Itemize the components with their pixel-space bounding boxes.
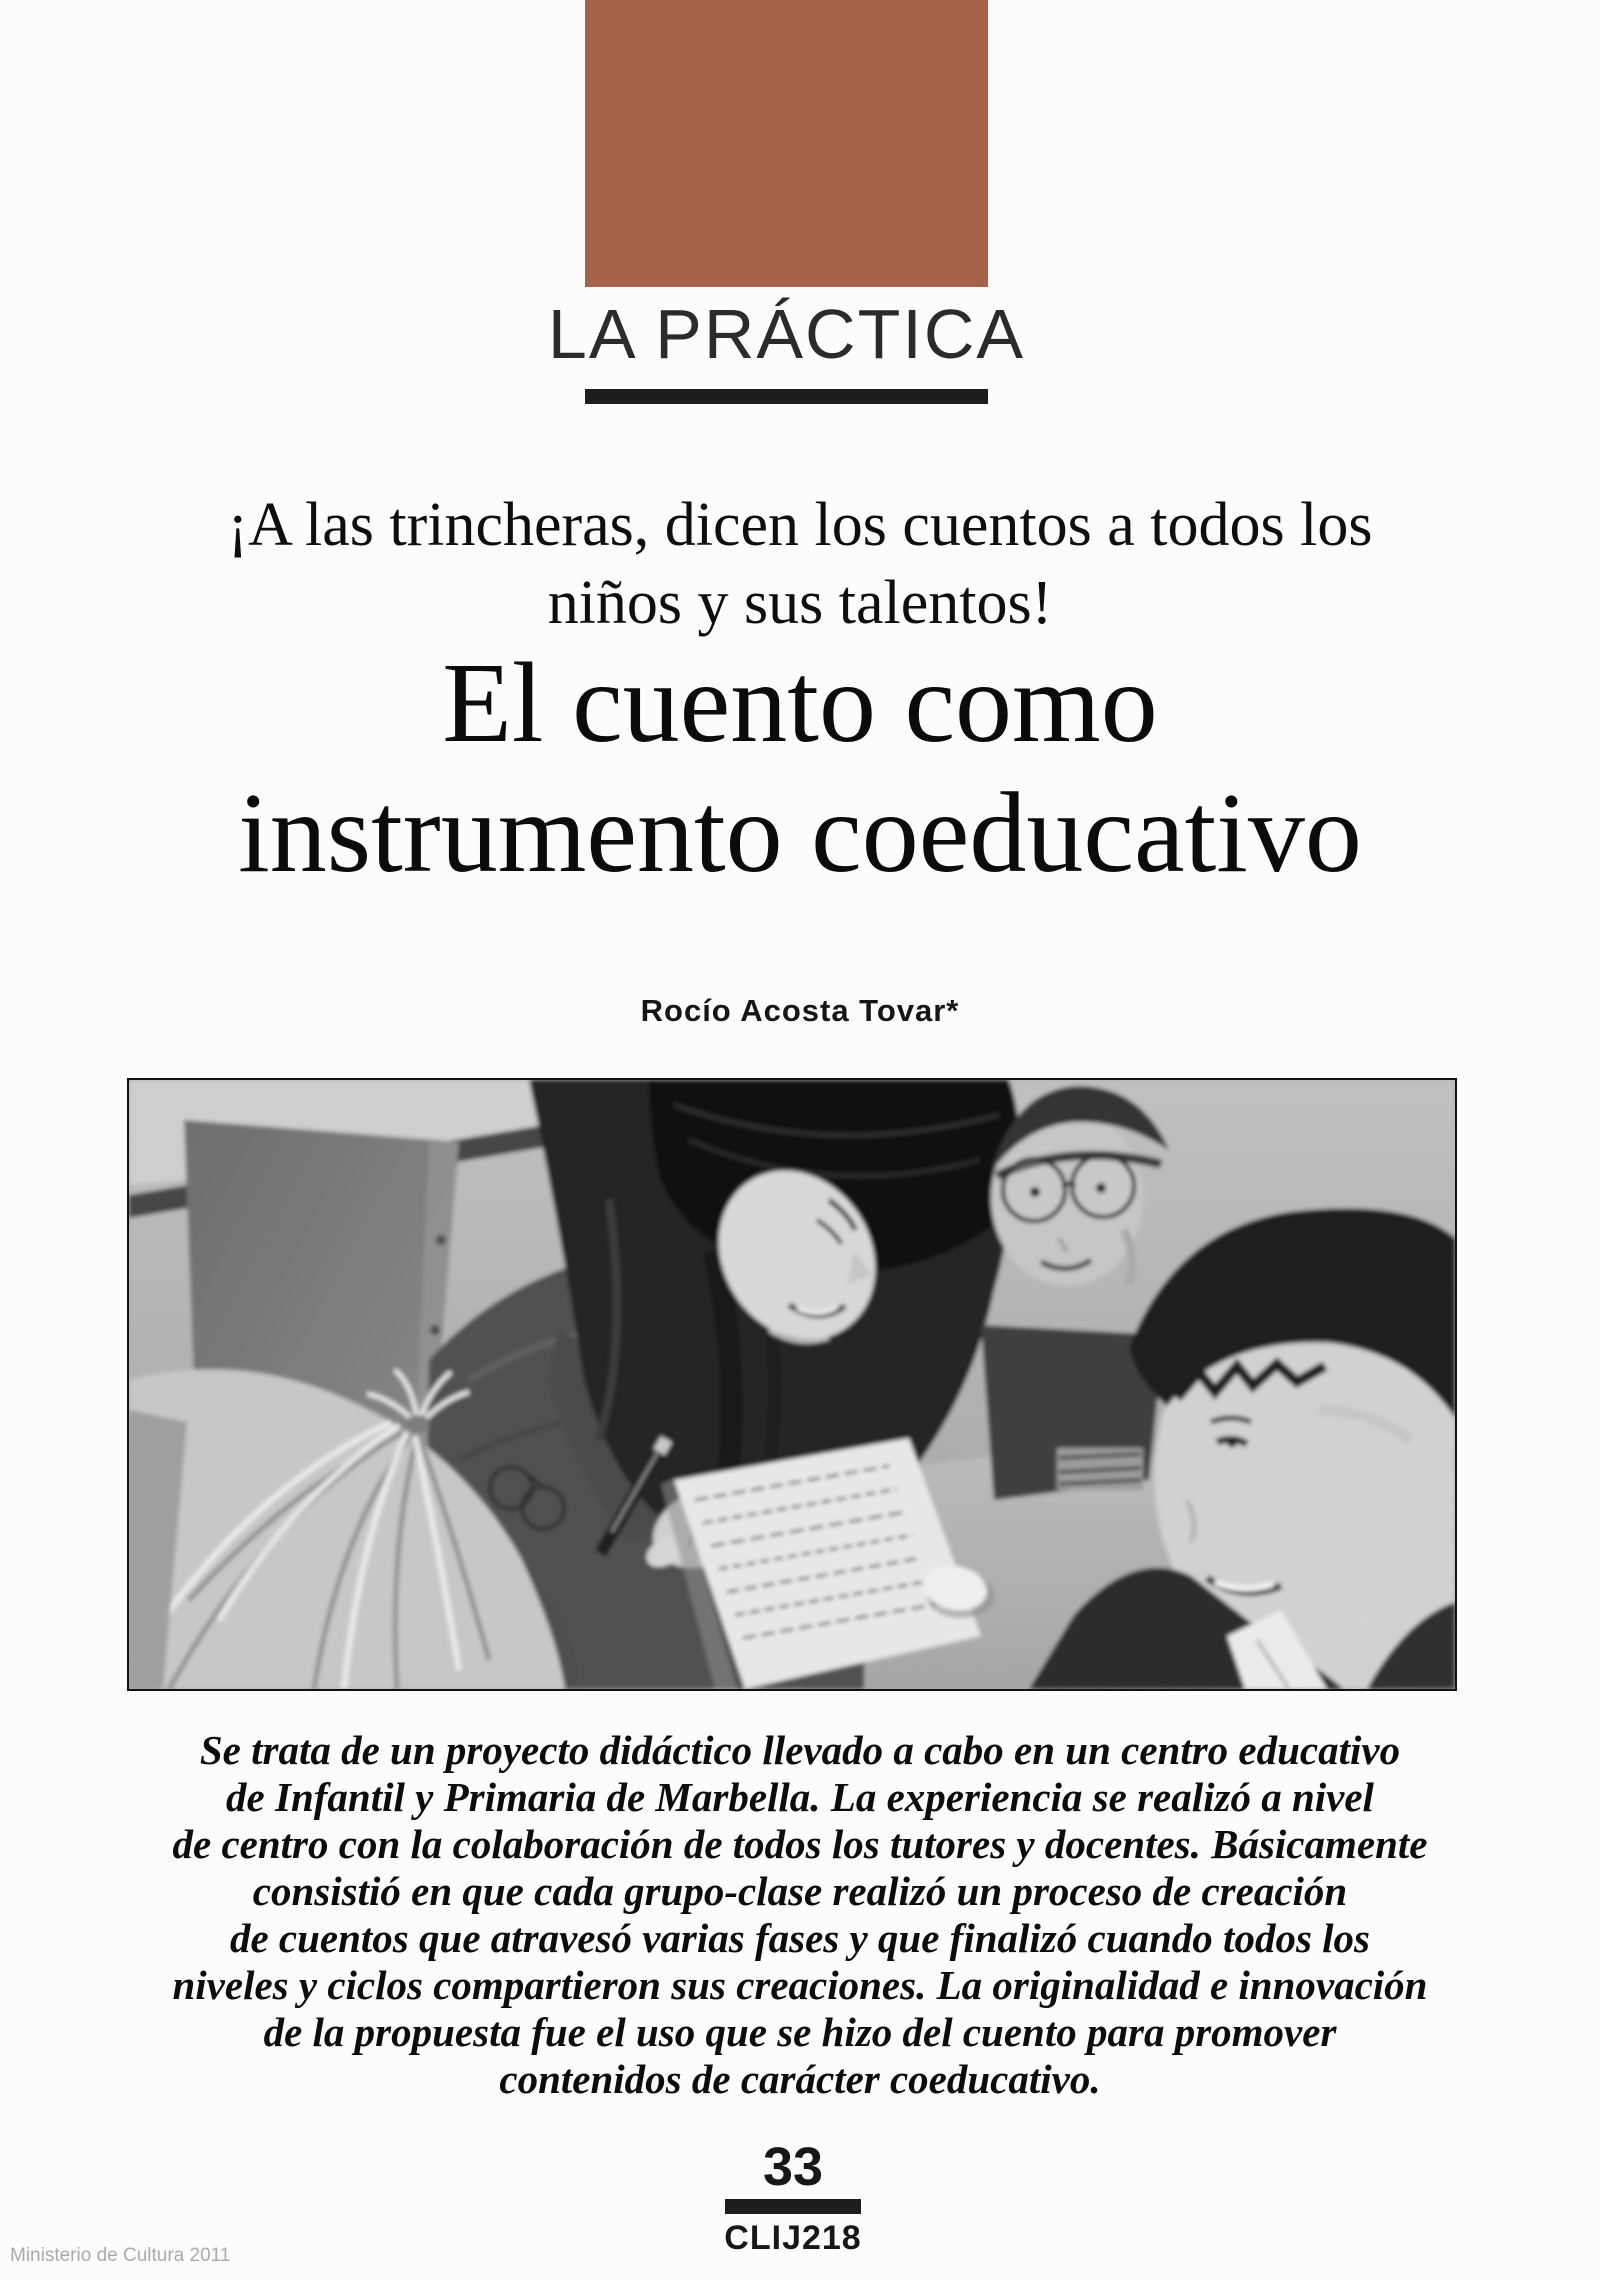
article-photo [127, 1078, 1457, 1691]
lead-paragraph [0, 1727, 1600, 2103]
page-number: 33 [762, 2137, 824, 2197]
photo-grain [129, 1080, 1455, 1689]
author-byline: Rocío Acosta Tovar* [640, 993, 960, 1028]
lead-line: contenidos de carácter coeducativo. [499, 2056, 1101, 2102]
lead-line: de Infantil y Primaria de Marbella. La experiencia se realizó a nivel [226, 1774, 1374, 1820]
section-label: LA PRÁCTICA [547, 295, 1026, 373]
page-title [0, 638, 1600, 898]
lead-line: Se trata de un proyecto didáctico llevado a cabo en un centro educativo [199, 1727, 1401, 1773]
lead-line: de centro con la colaboración de todos los tutores y docentes. Básicamente [172, 1821, 1428, 1867]
scan-watermark: Ministerio de Cultura 2011 [10, 2245, 231, 2266]
kicker [0, 486, 1600, 642]
lead-line: de la propuesta fue el uso que se hizo del cuento para promover [263, 2009, 1337, 2055]
kicker-line-1: ¡A las trincheras, dicen los cuentos a todos los [227, 491, 1373, 559]
lead-line: de cuentos que atravesó varias fases y que finalizó cuando todos los [229, 1915, 1371, 1961]
section-rule [585, 389, 988, 404]
article-photo-illustration [129, 1080, 1455, 1689]
masthead-color-block [585, 0, 988, 287]
lead-line: consistió en que cada grupo-clase realizó un proceso de creación [252, 1868, 1348, 1914]
title-line-2: instrumento coeducativo [238, 769, 1362, 896]
lead-line: niveles y ciclos compartieron sus creaciones. La originalidad e innovación [172, 1962, 1428, 2008]
footer-rule [725, 2199, 861, 2214]
journal-code: CLIJ218 [724, 2219, 862, 2257]
title-line-1: El cuento como [442, 639, 1158, 766]
kicker-line-2: niños y sus talentos! [547, 569, 1053, 637]
